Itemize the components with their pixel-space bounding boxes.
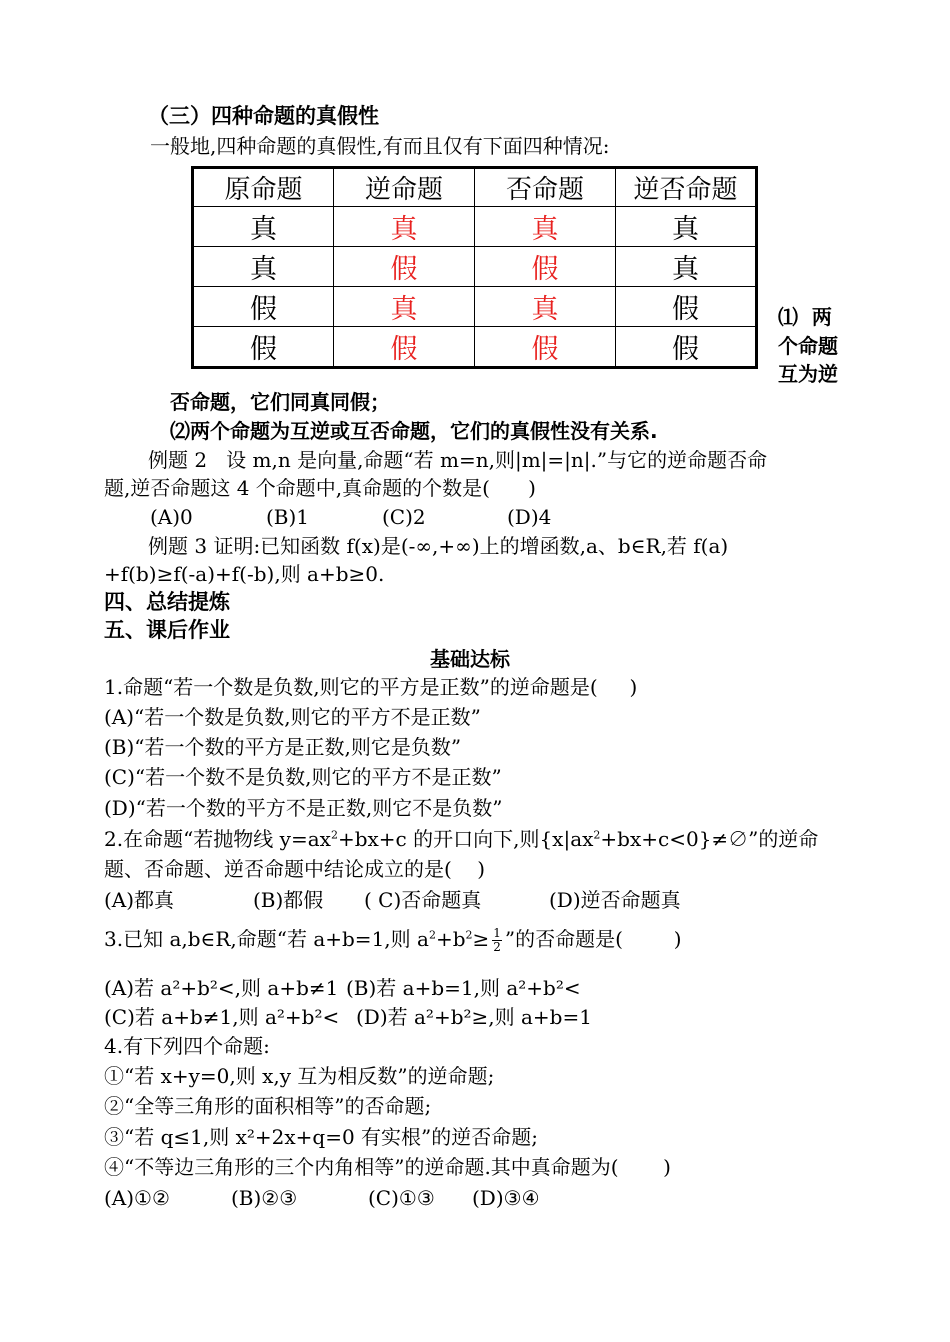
table-cell: 假 <box>334 247 475 287</box>
table-cell: 假 <box>334 327 475 368</box>
table-cell: 假 <box>475 247 616 287</box>
section-intro: 一般地,四种命题的真假性,有而且仅有下面四种情况: <box>150 134 610 158</box>
table-cell: 真 <box>616 207 757 247</box>
table-cell: 真 <box>193 247 334 287</box>
table-cell: 真 <box>334 287 475 327</box>
question-option: (D)若 a²+b²≥,则 a+b=1 <box>356 1005 592 1029</box>
example-2-line: 例题 2 设 m,n 是向量,命题“若 m=n,则|m|=|n|.”与它的逆命题否命 <box>148 448 768 472</box>
fraction: $\frac{1}{2}$ <box>493 926 501 954</box>
example-2-option: (D)4 <box>507 505 552 529</box>
question-option: (B)都假 <box>253 888 324 912</box>
table-row <box>193 287 757 327</box>
question-option: (B)②③ <box>231 1186 298 1210</box>
note-side-line: 互为逆 <box>778 362 838 386</box>
question-option: (C)若 a+b≠1,则 a²+b²< <box>104 1005 340 1029</box>
table-row <box>193 247 757 287</box>
question-option: (A)“若一个数是负数,则它的平方不是正数” <box>104 705 481 729</box>
example-2-line: 题,逆否命题这 4 个命题中,真命题的个数是( ) <box>104 476 536 500</box>
question-option: (A)①② <box>104 1186 170 1210</box>
question-option: (A)都真 <box>104 888 175 912</box>
table-row <box>193 207 757 247</box>
table-header-row <box>193 168 757 207</box>
table-cell: 假 <box>616 327 757 368</box>
truth-table <box>191 166 758 369</box>
question-stem: 2.在命题“若抛物线 $y=ax^2+bx+c$ 的开口向下,则$\{x|ax^2+bx+c<0\}\ne\emptyset$”的逆命 <box>104 827 819 851</box>
question-option: ( C)否命题真 <box>364 888 482 912</box>
table-cell: 真 <box>193 207 334 247</box>
table-cell: 真 <box>475 287 616 327</box>
table-header-cell: 逆否命题 <box>616 168 757 207</box>
table-header-cell: 原命题 <box>193 168 334 207</box>
table-header-cell: 逆命题 <box>334 168 475 207</box>
note-side-line: ⑴ 两 <box>778 305 832 329</box>
question-option: (C)“若一个数不是负数,则它的平方不是正数” <box>104 765 502 789</box>
question-option: (D)③④ <box>472 1186 540 1210</box>
question-option: (B)“若一个数的平方是正数,则它是负数” <box>104 735 462 759</box>
table-cell: 真 <box>334 207 475 247</box>
example-2-option: (B)1 <box>266 505 310 529</box>
table-cell: 真 <box>475 207 616 247</box>
question-stem: 题、否命题、逆否命题中结论成立的是( ) <box>104 857 486 881</box>
note-line: ⑵两个命题为互逆或互否命题，它们的真假性没有关系. <box>170 419 658 443</box>
question-option: (D)逆否命题真 <box>549 888 681 912</box>
table-row <box>193 327 757 368</box>
note-line: 否命题，它们同真同假； <box>170 390 390 414</box>
note-side-line: 个命题 <box>778 334 838 358</box>
question-option: (B)若 a+b=1,则 a²+b²< <box>346 976 581 1000</box>
table-cell: 假 <box>193 327 334 368</box>
section-heading: 四、总结提炼 <box>104 590 230 614</box>
example-3-line: +f(b)≥f(-a)+f(-b),则 a+b≥0. <box>104 562 385 586</box>
question-stem: 3.已知 a,b∈R,命题“若 a+b=1,则 $a^2+b^2\ge$ $\frac{1}{2}$ ”的否命题是( ) <box>104 926 682 954</box>
example-3-line: 例题 3 证明:已知函数 f(x)是(-∞,+∞)上的增函数,a、b∈R,若 f(a) <box>148 534 729 558</box>
table-header-cell: 否命题 <box>475 168 616 207</box>
section-heading: 五、课后作业 <box>104 618 230 642</box>
section-heading: （三）四种命题的真假性 <box>148 104 379 128</box>
table-cell: 真 <box>616 247 757 287</box>
question-option: (A)若 a²+b²<,则 a+b≠1 <box>104 976 339 1000</box>
table-cell: 假 <box>475 327 616 368</box>
question-option: (C)①③ <box>368 1186 435 1210</box>
subheading: 基础达标 <box>430 647 510 671</box>
question-item: ①“若 x+y=0,则 x,y 互为相反数”的逆命题; <box>104 1064 495 1088</box>
question-item: ③“若 q≤1,则 x²+2x+q=0 有实根”的逆否命题; <box>104 1125 539 1149</box>
question-item: ④“不等边三角形的三个内角相等”的逆命题.其中真命题为( ) <box>104 1155 671 1179</box>
example-2-option: (C)2 <box>382 505 426 529</box>
table-cell: 假 <box>616 287 757 327</box>
question-option: (D)“若一个数的平方不是正数,则它不是负数” <box>104 796 503 820</box>
question-item: ②“全等三角形的面积相等”的否命题; <box>104 1094 432 1118</box>
question-stem: 4.有下列四个命题: <box>104 1034 270 1058</box>
question-stem: 1.命题“若一个数是负数,则它的平方是正数”的逆命题是( ) <box>104 675 638 699</box>
example-2-option: (A)0 <box>150 505 193 529</box>
table-cell: 假 <box>193 287 334 327</box>
